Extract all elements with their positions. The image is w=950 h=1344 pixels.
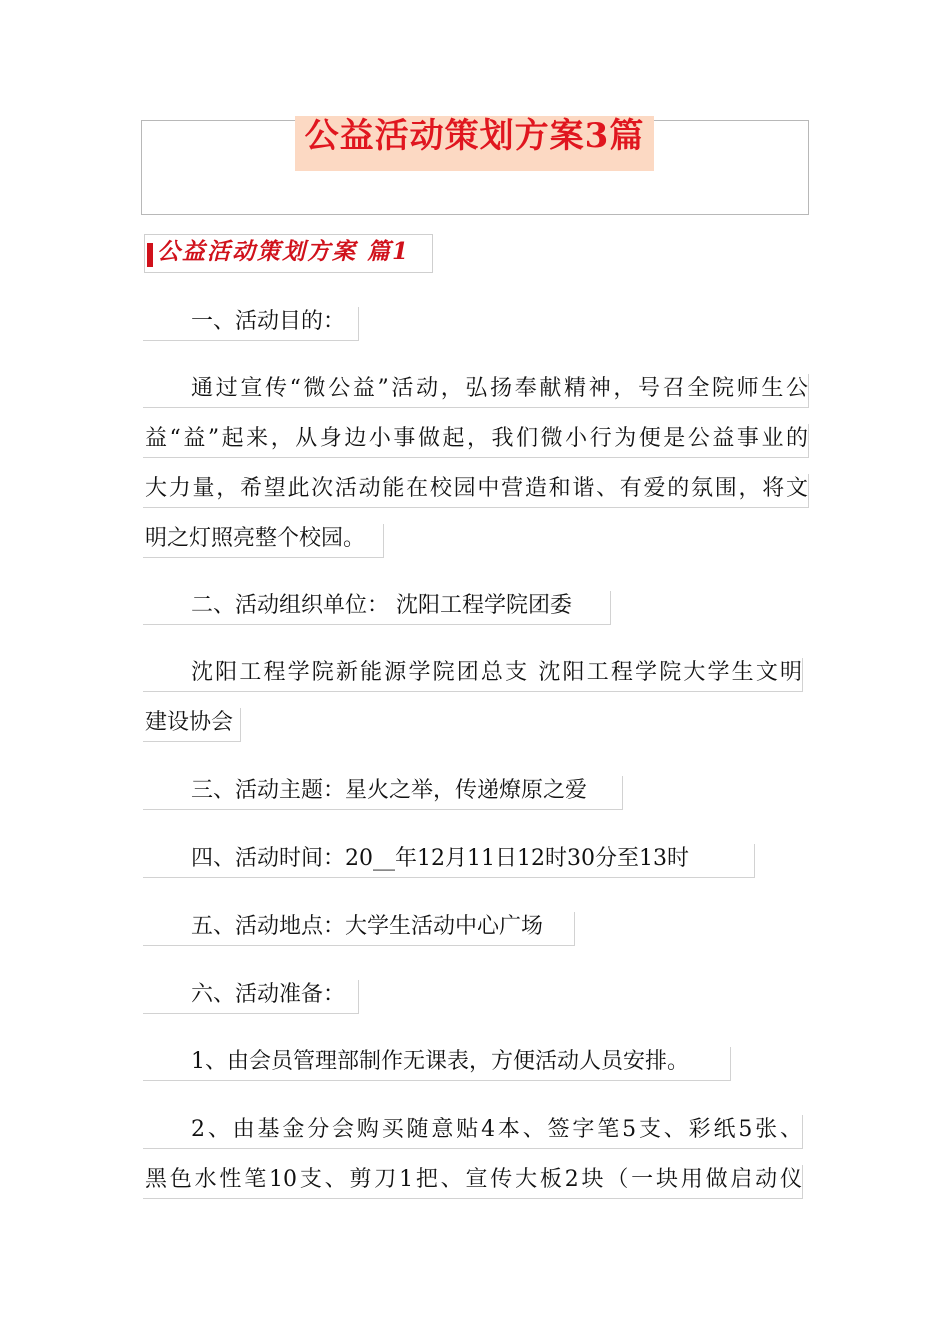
paragraph-line: 大力量，希望此次活动能在校园中营造和谐、有爱的氛围，将文 bbox=[143, 474, 809, 508]
paragraph-line: 黑色水性笔10支、剪刀1把、宣传大板2块（一块用做启动仪 bbox=[143, 1165, 803, 1199]
paragraph-line: 1、由会员管理部制作无课表，方便活动人员安排。 bbox=[143, 1047, 731, 1081]
paragraph-line: 三、活动主题：星火之举，传递燎原之爱 bbox=[143, 776, 623, 810]
document-title: 公益活动策划方案3篇 bbox=[304, 116, 645, 156]
paragraph-line: 四、活动时间：20__年12月11日12时30分至13时 bbox=[143, 844, 755, 878]
paragraph-line: 一、活动目的： bbox=[143, 307, 359, 341]
section-heading bbox=[144, 234, 433, 273]
paragraph-line: 建设协会 bbox=[143, 708, 241, 742]
paragraph-line: 五、活动地点：大学生活动中心广场 bbox=[143, 912, 575, 946]
paragraph-line: 二、活动组织单位： 沈阳工程学院团委 bbox=[143, 591, 611, 625]
paragraph-line: 2、由基金分会购买随意贴4本、签字笔5支、彩纸5张、 bbox=[143, 1115, 803, 1149]
paragraph-line: 益“益”起来，从身边小事做起，我们微小行为便是公益事业的 bbox=[143, 424, 809, 458]
paragraph-line: 沈阳工程学院新能源学院团总支 沈阳工程学院大学生文明 bbox=[143, 658, 803, 692]
paragraph-line: 六、活动准备： bbox=[143, 980, 359, 1014]
section-marker bbox=[147, 243, 153, 267]
paragraph-line: 明之灯照亮整个校园。 bbox=[143, 524, 384, 558]
section-heading-text: 公益活动策划方案 篇1 bbox=[157, 238, 411, 265]
paragraph-line: 通过宣传“微公益”活动，弘扬奉献精神，号召全院师生公 bbox=[143, 374, 809, 408]
